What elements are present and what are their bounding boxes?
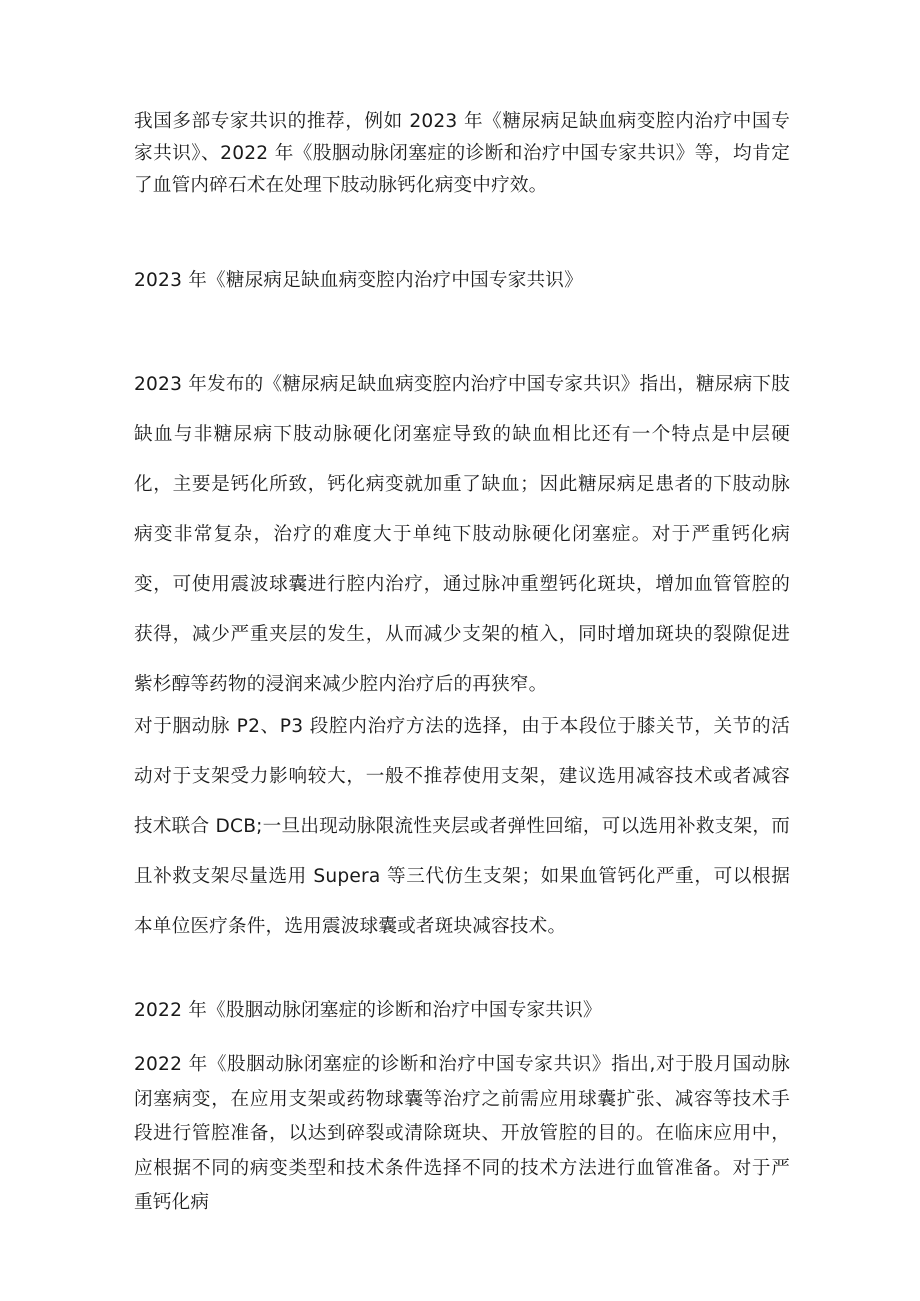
paragraph-2022-consensus: 2022 年《股胭动脉闭塞症的诊断和治疗中国专家共识》指出,对于股月国动脉闭塞病变，在应用支架或药物球囊等治疗之前需应用球囊扩张、减容等技术手段进行管腔准备，以达到碎裂或清除斑块、开放管腔的目的。在临床应用中，应根据不同的病变类型和技术条件选择不同的技术方法进行血管准备。对于严重钙化病 xyxy=(134,1054,790,1213)
section-heading-2023: 2023 年《糖尿病足缺血病变腔内治疗中国专家共识》 xyxy=(134,270,583,291)
paragraph-popliteal: 对于胭动脉 P2、P3 段腔内治疗方法的选择，由于本段位于膝关节，关节的活动对于支架受力影响较大，一般不推荐使用支架，建议选用减容技术或者减容技术联合 DCB;一旦出现动脉限流性夹层或者弹性回缩，可以选用补救支架，而且补救支架尽量选用 Supera 等三代仿生支架；如果血管钙化严重，可以根据本单位医疗条件，选用震波球囊或者斑块减容技术。 xyxy=(134,716,790,937)
paragraph-2023-consensus: 2023 年发布的《糖尿病足缺血病变腔内治疗中国专家共识》指出，糖尿病下肢缺血与非糖尿病下肢动脉硬化闭塞症导致的缺血相比还有一个特点是中层硬化，主要是钙化所致，钙化病变就加重了缺血；因此糖尿病足患者的下肢动脉病变非常复杂，治疗的难度大于单纯下肢动脉硬化闭塞症。对于严重钙化病变，可使用震波球囊进行腔内治疗，通过脉冲重塑钙化斑块，增加血管管腔的获得，减少严重夹层的发生，从而减少支架的植入，同时增加斑块的裂隙促进紫杉醇等药物的浸润来减少腔内治疗后的再狭窄。 xyxy=(134,374,790,695)
section-heading-2022: 2022 年《股胭动脉闭塞症的诊断和治疗中国专家共识》 xyxy=(134,1000,602,1021)
intro-paragraph: 我国多部专家共识的推荐，例如 2023 年《糖尿病足缺血病变腔内治疗中国专家共识》、2022 年《股胭动脉闭塞症的诊断和治疗中国专家共识》等，均肯定了血管内碎石术在处理下肢动脉钙化病变中疗效。 xyxy=(134,111,790,196)
